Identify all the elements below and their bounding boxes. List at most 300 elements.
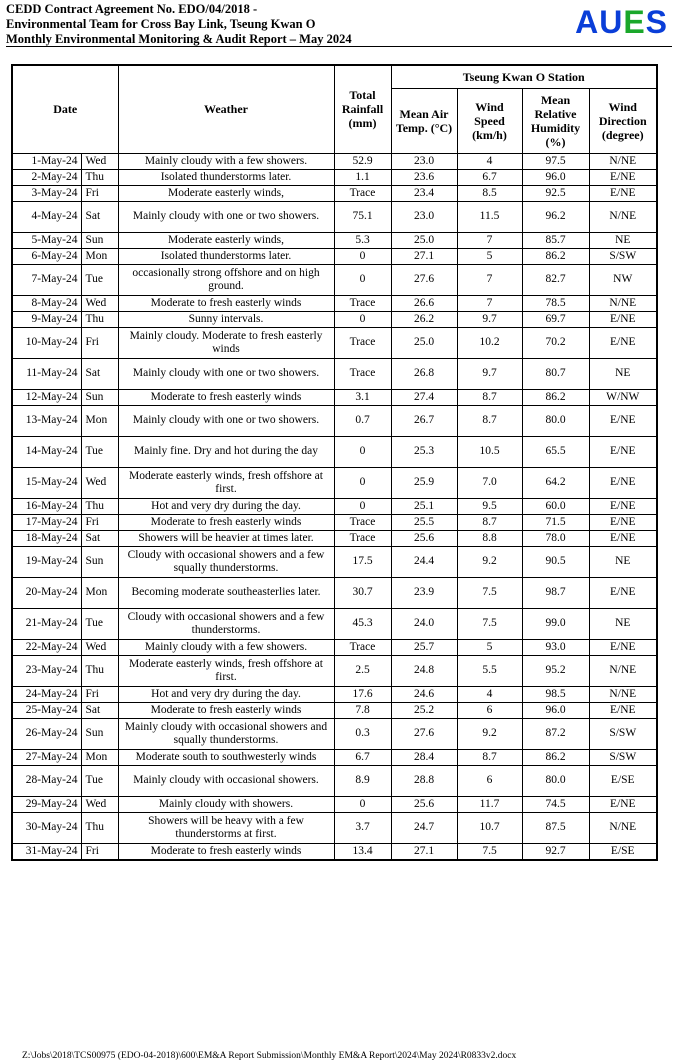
cell-wind-speed: 7.0 <box>457 467 522 498</box>
cell-day: Tue <box>81 765 118 796</box>
table-row <box>12 530 657 546</box>
cell-air-temp: 23.6 <box>391 169 457 185</box>
cell-air-temp: 24.7 <box>391 812 457 843</box>
cell-day: Sat <box>81 201 118 232</box>
cell-weather: Moderate south to southwesterly winds <box>118 749 334 765</box>
cell-wind-speed: 11.7 <box>457 796 522 812</box>
cell-air-temp: 25.0 <box>391 327 457 358</box>
cell-wind-direction: E/NE <box>589 530 657 546</box>
cell-weather: Mainly cloudy with occasional showers and squally thunderstorms. <box>118 718 334 749</box>
header-line-3: Monthly Environmental Monitoring & Audit Report – May 2024 <box>6 32 352 46</box>
cell-day: Thu <box>81 311 118 327</box>
cell-wind-speed: 6 <box>457 702 522 718</box>
cell-humidity: 70.2 <box>522 327 589 358</box>
cell-weather: Hot and very dry during the day. <box>118 498 334 514</box>
cell-weather: Moderate to fresh easterly winds <box>118 389 334 405</box>
cell-wind-direction: E/SE <box>589 765 657 796</box>
table-row <box>12 232 657 248</box>
cell-wind-speed: 6 <box>457 765 522 796</box>
cell-wind-direction: NE <box>589 546 657 577</box>
cell-wind-direction: NE <box>589 608 657 639</box>
cell-wind-speed: 5 <box>457 639 522 655</box>
header-air-temp: Mean Air Temp. (°C) <box>391 88 457 153</box>
cell-rainfall: 8.9 <box>334 765 391 796</box>
table-row <box>12 405 657 436</box>
cell-rainfall: 5.3 <box>334 232 391 248</box>
cell-air-temp: 23.0 <box>391 201 457 232</box>
cell-rainfall: 17.6 <box>334 686 391 702</box>
cell-humidity: 96.0 <box>522 702 589 718</box>
cell-weather: Moderate easterly winds, fresh offshore at first. <box>118 467 334 498</box>
cell-wind-direction: S/SW <box>589 248 657 264</box>
cell-date: 1-May-24 <box>12 153 81 169</box>
cell-weather: Moderate easterly winds, fresh offshore at first. <box>118 655 334 686</box>
cell-wind-direction: E/NE <box>589 702 657 718</box>
cell-humidity: 98.5 <box>522 686 589 702</box>
cell-date: 15-May-24 <box>12 467 81 498</box>
cell-humidity: 80.7 <box>522 358 589 389</box>
cell-humidity: 98.7 <box>522 577 589 608</box>
cell-wind-direction: E/NE <box>589 498 657 514</box>
cell-wind-direction: NE <box>589 232 657 248</box>
cell-wind-speed: 11.5 <box>457 201 522 232</box>
cell-day: Fri <box>81 514 118 530</box>
cell-weather: Becoming moderate southeasterlies later. <box>118 577 334 608</box>
cell-humidity: 69.7 <box>522 311 589 327</box>
cell-weather: Mainly cloudy with one or two showers. <box>118 358 334 389</box>
cell-air-temp: 23.0 <box>391 153 457 169</box>
cell-wind-direction: E/NE <box>589 436 657 467</box>
cell-day: Mon <box>81 248 118 264</box>
header-wind-direction: Wind Direction (degree) <box>589 88 657 153</box>
cell-date: 7-May-24 <box>12 264 81 295</box>
cell-air-temp: 25.6 <box>391 530 457 546</box>
cell-air-temp: 25.5 <box>391 514 457 530</box>
cell-rainfall: 30.7 <box>334 577 391 608</box>
cell-wind-speed: 10.7 <box>457 812 522 843</box>
table-row <box>12 327 657 358</box>
table-row <box>12 264 657 295</box>
cell-date: 19-May-24 <box>12 546 81 577</box>
header-weather: Weather <box>118 65 334 153</box>
cell-day: Tue <box>81 264 118 295</box>
cell-air-temp: 25.3 <box>391 436 457 467</box>
cell-air-temp: 25.1 <box>391 498 457 514</box>
cell-air-temp: 27.4 <box>391 389 457 405</box>
cell-air-temp: 26.6 <box>391 295 457 311</box>
cell-humidity: 78.5 <box>522 295 589 311</box>
cell-air-temp: 27.1 <box>391 248 457 264</box>
cell-date: 16-May-24 <box>12 498 81 514</box>
cell-air-temp: 27.6 <box>391 264 457 295</box>
cell-wind-speed: 10.2 <box>457 327 522 358</box>
cell-day: Mon <box>81 749 118 765</box>
header-divider <box>6 46 672 47</box>
cell-wind-direction: N/NE <box>589 812 657 843</box>
cell-rainfall: Trace <box>334 185 391 201</box>
cell-date: 5-May-24 <box>12 232 81 248</box>
cell-rainfall: Trace <box>334 295 391 311</box>
cell-day: Wed <box>81 467 118 498</box>
cell-humidity: 64.2 <box>522 467 589 498</box>
cell-wind-speed: 9.7 <box>457 311 522 327</box>
cell-day: Mon <box>81 405 118 436</box>
cell-wind-speed: 7 <box>457 232 522 248</box>
cell-wind-speed: 8.7 <box>457 389 522 405</box>
cell-humidity: 86.2 <box>522 389 589 405</box>
logo-part-2: E <box>623 4 646 40</box>
table-row <box>12 546 657 577</box>
cell-rainfall: 45.3 <box>334 608 391 639</box>
cell-date: 9-May-24 <box>12 311 81 327</box>
table-row <box>12 436 657 467</box>
cell-wind-speed: 9.7 <box>457 358 522 389</box>
cell-weather: Showers will be heavier at times later. <box>118 530 334 546</box>
table-row <box>12 358 657 389</box>
cell-wind-speed: 4 <box>457 153 522 169</box>
cell-wind-direction: N/NE <box>589 295 657 311</box>
cell-rainfall: Trace <box>334 639 391 655</box>
cell-date: 26-May-24 <box>12 718 81 749</box>
cell-rainfall: 0 <box>334 467 391 498</box>
cell-day: Sun <box>81 718 118 749</box>
cell-weather: Mainly cloudy with a few showers. <box>118 639 334 655</box>
cell-date: 8-May-24 <box>12 295 81 311</box>
cell-day: Wed <box>81 295 118 311</box>
cell-date: 25-May-24 <box>12 702 81 718</box>
cell-rainfall: 1.1 <box>334 169 391 185</box>
cell-humidity: 99.0 <box>522 608 589 639</box>
cell-air-temp: 25.9 <box>391 467 457 498</box>
cell-rainfall: 6.7 <box>334 749 391 765</box>
cell-date: 29-May-24 <box>12 796 81 812</box>
cell-weather: Moderate to fresh easterly winds <box>118 295 334 311</box>
cell-air-temp: 25.7 <box>391 639 457 655</box>
cell-date: 11-May-24 <box>12 358 81 389</box>
cell-wind-direction: E/SE <box>589 843 657 860</box>
cell-air-temp: 26.8 <box>391 358 457 389</box>
aues-logo <box>575 4 668 40</box>
cell-weather: Cloudy with occasional showers and a few squally thunderstorms. <box>118 546 334 577</box>
cell-wind-direction: S/SW <box>589 749 657 765</box>
cell-air-temp: 28.8 <box>391 765 457 796</box>
cell-wind-direction: N/NE <box>589 201 657 232</box>
cell-wind-direction: NW <box>589 264 657 295</box>
cell-wind-speed: 8.8 <box>457 530 522 546</box>
cell-rainfall: Trace <box>334 514 391 530</box>
cell-air-temp: 24.6 <box>391 686 457 702</box>
table-row <box>12 843 657 860</box>
table-row <box>12 639 657 655</box>
table-row <box>12 812 657 843</box>
cell-humidity: 96.0 <box>522 169 589 185</box>
footer-file-path: Z:\Jobs\2018\TCS00975 (EDO-04-2018)\600\EM&A Report Submission\Monthly EM&A Report\2024\May 2024\R0833v2.docx <box>22 1051 517 1061</box>
cell-day: Fri <box>81 843 118 860</box>
cell-rainfall: 3.1 <box>334 389 391 405</box>
header-line-1: CEDD Contract Agreement No. EDO/04/2018 - <box>6 2 258 16</box>
cell-rainfall: 52.9 <box>334 153 391 169</box>
cell-wind-speed: 5.5 <box>457 655 522 686</box>
cell-date: 30-May-24 <box>12 812 81 843</box>
cell-humidity: 78.0 <box>522 530 589 546</box>
cell-weather: Mainly cloudy with one or two showers. <box>118 405 334 436</box>
header-date: Date <box>12 65 118 153</box>
cell-weather: Moderate easterly winds, <box>118 185 334 201</box>
page-header <box>6 2 672 46</box>
cell-date: 18-May-24 <box>12 530 81 546</box>
cell-humidity: 87.5 <box>522 812 589 843</box>
cell-day: Sun <box>81 232 118 248</box>
cell-wind-direction: E/NE <box>589 514 657 530</box>
cell-date: 2-May-24 <box>12 169 81 185</box>
cell-humidity: 86.2 <box>522 749 589 765</box>
cell-humidity: 96.2 <box>522 201 589 232</box>
cell-wind-direction: E/NE <box>589 796 657 812</box>
cell-date: 12-May-24 <box>12 389 81 405</box>
cell-date: 20-May-24 <box>12 577 81 608</box>
table-row <box>12 295 657 311</box>
cell-day: Sun <box>81 389 118 405</box>
cell-rainfall: 0.7 <box>334 405 391 436</box>
cell-air-temp: 24.4 <box>391 546 457 577</box>
cell-rainfall: 0 <box>334 796 391 812</box>
cell-weather: Mainly cloudy with occasional showers. <box>118 765 334 796</box>
cell-wind-speed: 7.5 <box>457 608 522 639</box>
cell-wind-direction: E/NE <box>589 185 657 201</box>
cell-rainfall: 0.3 <box>334 718 391 749</box>
cell-humidity: 60.0 <box>522 498 589 514</box>
table-row <box>12 796 657 812</box>
cell-wind-direction: E/NE <box>589 169 657 185</box>
cell-weather: Mainly cloudy with one or two showers. <box>118 201 334 232</box>
cell-weather: Moderate to fresh easterly winds <box>118 702 334 718</box>
cell-weather: Mainly fine. Dry and hot during the day <box>118 436 334 467</box>
cell-date: 28-May-24 <box>12 765 81 796</box>
cell-rainfall: 0 <box>334 498 391 514</box>
cell-rainfall: 0 <box>334 264 391 295</box>
cell-wind-direction: E/NE <box>589 639 657 655</box>
cell-day: Thu <box>81 812 118 843</box>
cell-weather: occasionally strong offshore and on high ground. <box>118 264 334 295</box>
cell-humidity: 92.5 <box>522 185 589 201</box>
cell-humidity: 82.7 <box>522 264 589 295</box>
cell-date: 13-May-24 <box>12 405 81 436</box>
cell-rainfall: 3.7 <box>334 812 391 843</box>
cell-rainfall: Trace <box>334 327 391 358</box>
table-row <box>12 749 657 765</box>
cell-date: 14-May-24 <box>12 436 81 467</box>
cell-humidity: 97.5 <box>522 153 589 169</box>
cell-wind-direction: N/NE <box>589 153 657 169</box>
cell-weather: Moderate to fresh easterly winds <box>118 514 334 530</box>
cell-humidity: 92.7 <box>522 843 589 860</box>
cell-humidity: 87.2 <box>522 718 589 749</box>
table-row <box>12 718 657 749</box>
cell-rainfall: 0 <box>334 436 391 467</box>
table-row <box>12 169 657 185</box>
cell-day: Thu <box>81 655 118 686</box>
cell-day: Fri <box>81 327 118 358</box>
header-wind-speed: Wind Speed (km/h) <box>457 88 522 153</box>
cell-weather: Moderate to fresh easterly winds <box>118 843 334 860</box>
cell-air-temp: 23.4 <box>391 185 457 201</box>
cell-wind-speed: 5 <box>457 248 522 264</box>
table-body <box>12 153 657 860</box>
cell-weather: Cloudy with occasional showers and a few thunderstorms. <box>118 608 334 639</box>
table-row <box>12 201 657 232</box>
cell-weather: Hot and very dry during the day. <box>118 686 334 702</box>
cell-humidity: 80.0 <box>522 405 589 436</box>
table-row <box>12 655 657 686</box>
cell-wind-direction: E/NE <box>589 405 657 436</box>
cell-rainfall: Trace <box>334 530 391 546</box>
header-rainfall: Total Rainfall (mm) <box>334 65 391 153</box>
cell-date: 17-May-24 <box>12 514 81 530</box>
cell-humidity: 95.2 <box>522 655 589 686</box>
cell-day: Thu <box>81 498 118 514</box>
cell-day: Thu <box>81 169 118 185</box>
cell-date: 3-May-24 <box>12 185 81 201</box>
cell-humidity: 93.0 <box>522 639 589 655</box>
cell-day: Tue <box>81 436 118 467</box>
cell-air-temp: 27.6 <box>391 718 457 749</box>
table-row <box>12 577 657 608</box>
cell-rainfall: Trace <box>334 358 391 389</box>
cell-wind-speed: 7.5 <box>457 577 522 608</box>
cell-wind-direction: N/NE <box>589 655 657 686</box>
cell-weather: Isolated thunderstorms later. <box>118 248 334 264</box>
cell-wind-direction: E/NE <box>589 467 657 498</box>
cell-date: 22-May-24 <box>12 639 81 655</box>
cell-rainfall: 7.8 <box>334 702 391 718</box>
cell-date: 23-May-24 <box>12 655 81 686</box>
table-row <box>12 311 657 327</box>
cell-rainfall: 17.5 <box>334 546 391 577</box>
logo-part-3: S <box>645 4 668 40</box>
cell-date: 6-May-24 <box>12 248 81 264</box>
table-row <box>12 389 657 405</box>
cell-rainfall: 75.1 <box>334 201 391 232</box>
cell-wind-direction: N/NE <box>589 686 657 702</box>
cell-wind-speed: 9.2 <box>457 546 522 577</box>
cell-weather: Sunny intervals. <box>118 311 334 327</box>
weather-table <box>11 64 658 861</box>
table-row <box>12 608 657 639</box>
cell-wind-speed: 8.7 <box>457 405 522 436</box>
cell-date: 27-May-24 <box>12 749 81 765</box>
cell-wind-speed: 8.7 <box>457 514 522 530</box>
cell-rainfall: 2.5 <box>334 655 391 686</box>
cell-rainfall: 0 <box>334 248 391 264</box>
cell-wind-speed: 7 <box>457 295 522 311</box>
table-row <box>12 248 657 264</box>
cell-date: 4-May-24 <box>12 201 81 232</box>
cell-day: Fri <box>81 686 118 702</box>
cell-day: Sat <box>81 530 118 546</box>
cell-rainfall: 13.4 <box>334 843 391 860</box>
cell-air-temp: 28.4 <box>391 749 457 765</box>
cell-date: 24-May-24 <box>12 686 81 702</box>
cell-wind-direction: NE <box>589 358 657 389</box>
cell-air-temp: 27.1 <box>391 843 457 860</box>
cell-weather: Mainly cloudy with a few showers. <box>118 153 334 169</box>
cell-wind-direction: E/NE <box>589 577 657 608</box>
cell-day: Sun <box>81 546 118 577</box>
table-row <box>12 514 657 530</box>
cell-day: Wed <box>81 639 118 655</box>
cell-rainfall: 0 <box>334 311 391 327</box>
cell-humidity: 85.7 <box>522 232 589 248</box>
table-row <box>12 185 657 201</box>
cell-day: Wed <box>81 796 118 812</box>
cell-day: Wed <box>81 153 118 169</box>
cell-wind-speed: 9.2 <box>457 718 522 749</box>
table-row <box>12 498 657 514</box>
cell-day: Sat <box>81 358 118 389</box>
cell-wind-speed: 8.7 <box>457 749 522 765</box>
cell-air-temp: 26.2 <box>391 311 457 327</box>
cell-day: Mon <box>81 577 118 608</box>
cell-humidity: 71.5 <box>522 514 589 530</box>
cell-day: Fri <box>81 185 118 201</box>
cell-air-temp: 25.2 <box>391 702 457 718</box>
cell-day: Sat <box>81 702 118 718</box>
cell-wind-speed: 7.5 <box>457 843 522 860</box>
header-station: Tseung Kwan O Station <box>391 65 657 88</box>
cell-wind-direction: S/SW <box>589 718 657 749</box>
header-text-block <box>6 2 352 47</box>
cell-wind-speed: 6.7 <box>457 169 522 185</box>
cell-date: 21-May-24 <box>12 608 81 639</box>
weather-table-container <box>11 64 656 861</box>
table-row <box>12 765 657 796</box>
cell-air-temp: 24.8 <box>391 655 457 686</box>
table-row <box>12 467 657 498</box>
cell-wind-speed: 7 <box>457 264 522 295</box>
cell-humidity: 65.5 <box>522 436 589 467</box>
cell-wind-speed: 4 <box>457 686 522 702</box>
cell-air-temp: 23.9 <box>391 577 457 608</box>
cell-wind-direction: E/NE <box>589 311 657 327</box>
cell-wind-direction: W/NW <box>589 389 657 405</box>
cell-day: Tue <box>81 608 118 639</box>
cell-wind-direction: E/NE <box>589 327 657 358</box>
cell-humidity: 90.5 <box>522 546 589 577</box>
cell-wind-speed: 9.5 <box>457 498 522 514</box>
cell-weather: Isolated thunderstorms later. <box>118 169 334 185</box>
header-line-2: Environmental Team for Cross Bay Link, Tseung Kwan O <box>6 17 316 31</box>
table-row <box>12 702 657 718</box>
cell-date: 10-May-24 <box>12 327 81 358</box>
table-row <box>12 153 657 169</box>
cell-humidity: 80.0 <box>522 765 589 796</box>
cell-weather: Showers will be heavy with a few thunderstorms at first. <box>118 812 334 843</box>
cell-weather: Mainly cloudy with showers. <box>118 796 334 812</box>
cell-date: 31-May-24 <box>12 843 81 860</box>
cell-air-temp: 25.0 <box>391 232 457 248</box>
cell-wind-speed: 8.5 <box>457 185 522 201</box>
cell-wind-speed: 10.5 <box>457 436 522 467</box>
cell-air-temp: 24.0 <box>391 608 457 639</box>
header-humidity: Mean Relative Humidity (%) <box>522 88 589 153</box>
cell-weather: Mainly cloudy. Moderate to fresh easterly winds <box>118 327 334 358</box>
cell-air-temp: 26.7 <box>391 405 457 436</box>
cell-humidity: 74.5 <box>522 796 589 812</box>
table-row <box>12 686 657 702</box>
cell-weather: Moderate easterly winds, <box>118 232 334 248</box>
logo-part-1: AU <box>575 4 624 40</box>
cell-air-temp: 25.6 <box>391 796 457 812</box>
